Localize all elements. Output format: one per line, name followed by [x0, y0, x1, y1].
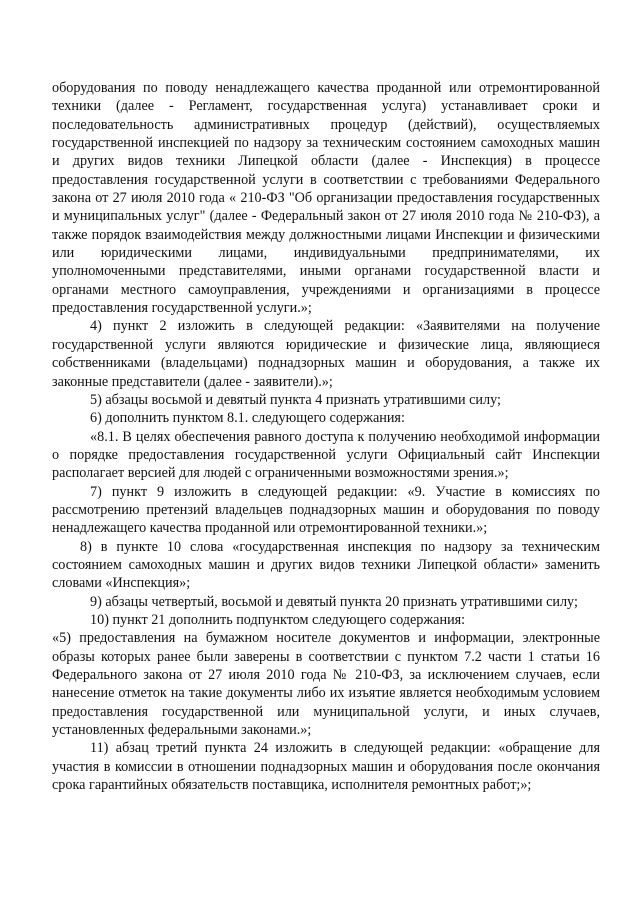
paragraph-regulation-scope: оборудования по поводу ненадлежащего качества проданной или отремонтированной техники (далее - Регламент, государственная услуга) устанавливает сроки и последовательность административных процедур (действий), осуществляемых государственной инспекцией по надзору за техническим состоянием самоходных машин и других видов техники Липецкой области (далее - Инспекция) в процессе предоставления государственной услуги в соответствии с требованиями Федерального закона от 27 июля 2010 года « 210-ФЗ "Об организации предоставления государственных и муниципальных услуг" (далее - Федеральный закон от 27 июля 2010 года № 210-ФЗ), а также порядок взаимодействия между должностными лицами Инспекции и физическими или юридическими лицами, индивидуальными предпринимателями, их уполномоченными представителями, иными органами государственной власти и органами местного самоуправления, учреждениями и организациями в процессе предоставления государственной услуги.»; — [52, 80, 600, 317]
paragraph-item-9: 9) абзацы четвертый, восьмой и девятый пункта 20 признать утратившими силу; — [90, 593, 578, 610]
paragraph-item-8-1-text: «8.1. В целях обеспечения равного доступа к получению необходимой информации о порядке предоставления государственной услуги Официальный сайт Инспекции располагает версией для людей с ограниченными возможностями зрения.»; — [52, 428, 600, 482]
paragraph-item-8: 8) в пункте 10 слова «государственная инспекция по надзору за техническим состоянием самоходных машин и других видов техники Липецкой области» заменить словами «Инспекция»; — [52, 538, 600, 592]
paragraph-item-6: 6) дополнить пунктом 8.1. следующего содержания: — [90, 410, 405, 427]
paragraph-item-4: 4) пункт 2 изложить в следующей редакции: «Заявителями на получение государственной услуги являются юридические и физические лица, являющиеся собственниками (владельцами) поднадзорных машин и оборудования, а также их законные представители (далее - заявители).»; — [52, 318, 600, 390]
paragraph-item-7: 7) пункт 9 изложить в следующей редакции: «9. Участие в комиссиях по рассмотрению претензий владельцев поднадзорных машин и оборудования по поводу ненадлежащего качества проданной или отремонтированной техники.»; — [52, 483, 600, 537]
paragraph-item-5: 5) абзацы восьмой и девятый пункта 4 признать утратившими силу; — [90, 391, 501, 408]
paragraph-subitem-5-text: «5) предоставления на бумажном носителе документов и информации, электронные образы которых ранее были заверены в соответствии с пунктом 7.2 части 1 статьи 16 Федерального закона от 27 июля 2010 года № 210-ФЗ, за исключением случаев, если нанесение отметок на такие документы либо их изъятие является необходимым условием предоставления государственной или муниципальной услуги, и иных случаев, установленных федеральными законами.»; — [52, 630, 600, 739]
paragraph-item-11: 11) абзац третий пункта 24 изложить в следующей редакции: «обращение для участия в комиссии в отношении поднадзорных машин и оборудования после окончания срока гарантийных обязательств поставщика, исполнителя ремонтных работ;»; — [52, 740, 600, 794]
paragraph-item-10: 10) пункт 21 дополнить подпунктом следующего содержания: — [90, 611, 466, 628]
